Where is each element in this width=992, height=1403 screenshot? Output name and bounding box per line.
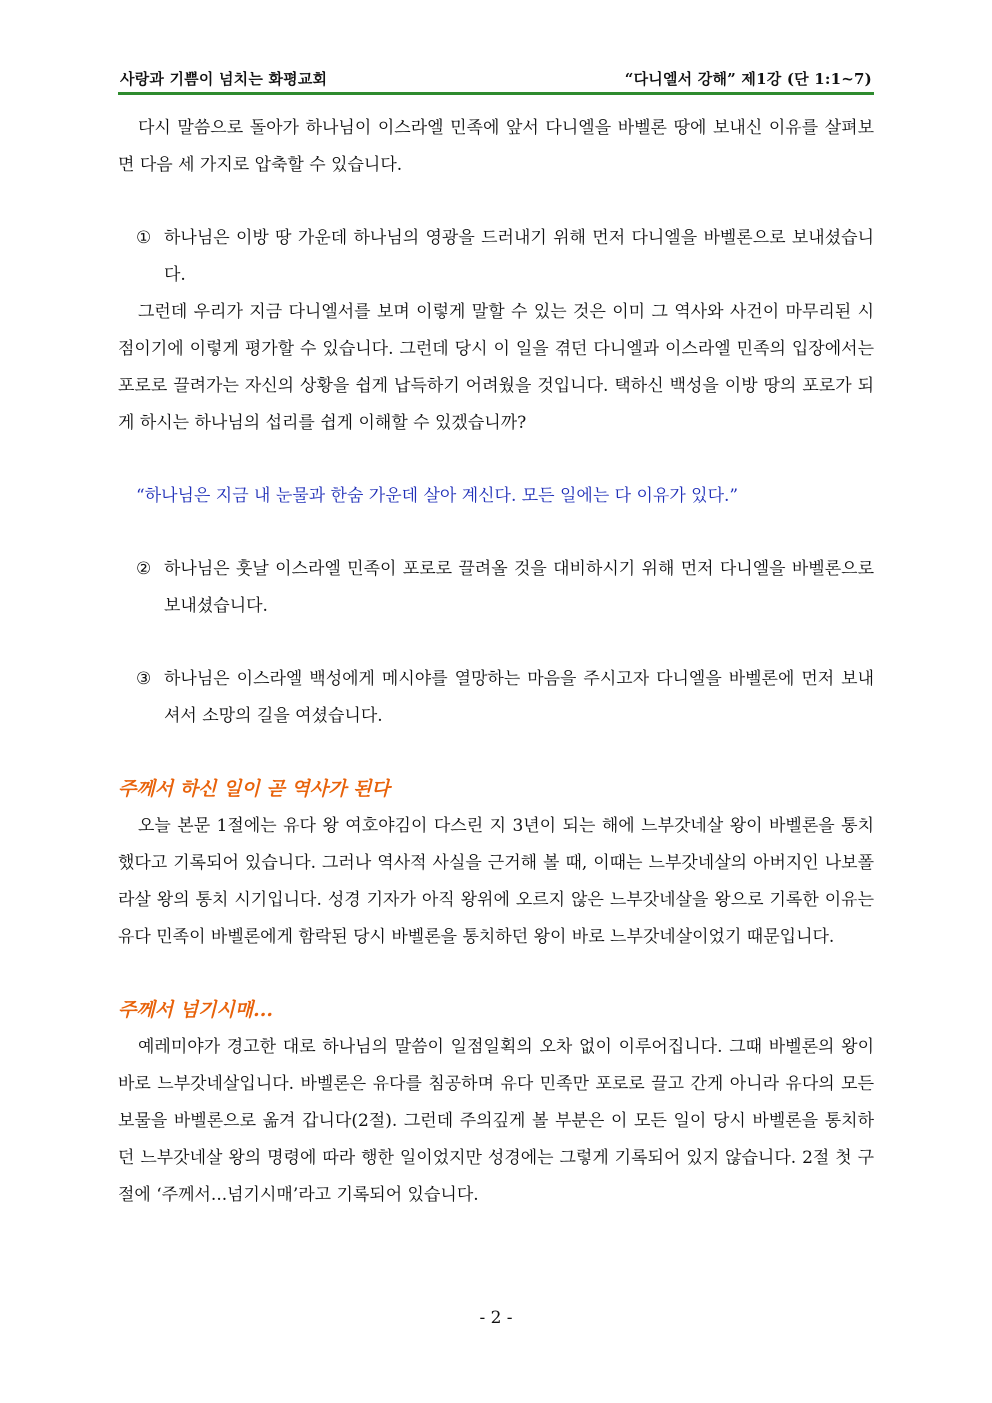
list-item-number: ① <box>136 228 152 248</box>
section-2-paragraph: 예레미야가 경고한 대로 하나님의 말씀이 일점일획의 오차 없이 이루어집니다. 그때 바벨론의 왕이 바로 느부갓네살입니다. 바벨론은 유다를 침공하며 유다 민족만 포로로 끌고 간게 아니라 유다의 모든 보물을 바벨론으로 옮겨 갑니다(2절). 그런데 주의깊게 볼 부분은 이 모든 일이 당시 바벨론을 통치하던 느부갓네살 왕의 명령에 따라 행한 일이었지만 성경에는 그렇게 기록되어 있지 않습니다. 2절 첫 구절에 ‘주께서...넘기시매’라고 기록되어 있습니다. <box>118 1037 874 1205</box>
document-body <box>118 110 874 1214</box>
list-item-number: ③ <box>136 669 152 689</box>
section-1-paragraph: 오늘 본문 1절에는 유다 왕 여호야김이 다스린 지 3년이 되는 해에 느부갓네살 왕이 바벨론을 통치했다고 기록되어 있습니다. 그러나 역사적 사실을 근거해 볼 때, 이때는 느부갓네살의 아버지인 나보폴라살 왕의 통치 시기입니다. 성경 기자가 아직 왕위에 오르지 않은 느부갓네살을 왕으로 기록한 이유는 유다 민족이 바벨론에게 함락된 당시 바벨론을 통치하던 왕이 바로 느부갓네살이었기 때문입니다. <box>118 816 874 947</box>
list-item-text: 하나님은 이방 땅 가운데 하나님의 영광을 드러내기 위해 먼저 다니엘을 바벨론으로 보내셨습니다. <box>164 228 874 285</box>
spacer <box>118 515 874 551</box>
header-divider <box>118 92 874 95</box>
header-church-name: 사랑과 기쁨이 넘치는 화평교회 <box>120 70 328 88</box>
section-heading-1: 주께서 하신 일이 곧 역사가 된다 <box>118 778 390 800</box>
list-item-text: 하나님은 이스라엘 백성에게 메시야를 열망하는 마음을 주시고자 다니엘을 바벨론에 먼저 보내셔서 소망의 길을 여셨습니다. <box>164 669 874 726</box>
spacer <box>118 735 874 771</box>
page-header <box>118 66 874 92</box>
list-item-number: ② <box>136 559 152 579</box>
spacer <box>118 442 874 478</box>
list-item-1 <box>118 220 874 294</box>
section-heading-2: 주께서 넘기시매... <box>118 999 273 1021</box>
spacer <box>118 184 874 220</box>
page-number: - 2 - <box>479 1308 513 1328</box>
list-item-text: 하나님은 훗날 이스라엘 민족이 포로로 끌려올 것을 대비하시기 위해 먼저 다니엘을 바벨론으로 보내셨습니다. <box>164 559 874 616</box>
header-lecture-title: “다니엘서 강해” 제1강 (단 1:1~7) <box>624 70 872 88</box>
spacer <box>118 625 874 661</box>
quote-text: “하나님은 지금 내 눈물과 한숨 가운데 살아 계신다. 모든 일에는 다 이유가 있다.” <box>136 486 739 506</box>
list-item-3 <box>118 661 874 735</box>
paragraph-2: 그런데 우리가 지금 다니엘서를 보며 이렇게 말할 수 있는 것은 이미 그 역사와 사건이 마무리된 시점이기에 이렇게 평가할 수 있습니다. 그런데 당시 이 일을 겪던 다니엘과 이스라엘 민족의 입장에서는 포로로 끌려가는 자신의 상황을 쉽게 납득하기 어려웠을 것입니다. 택하신 백성을 이방 땅의 포로가 되게 하시는 하나님의 섭리를 쉽게 이해할 수 있겠습니까? <box>118 302 874 433</box>
spacer <box>118 956 874 992</box>
intro-paragraph: 다시 말씀으로 돌아가 하나님이 이스라엘 민족에 앞서 다니엘을 바벨론 땅에 보내신 이유를 살펴보면 다음 세 가지로 압축할 수 있습니다. <box>118 118 874 175</box>
list-item-2 <box>118 551 874 625</box>
